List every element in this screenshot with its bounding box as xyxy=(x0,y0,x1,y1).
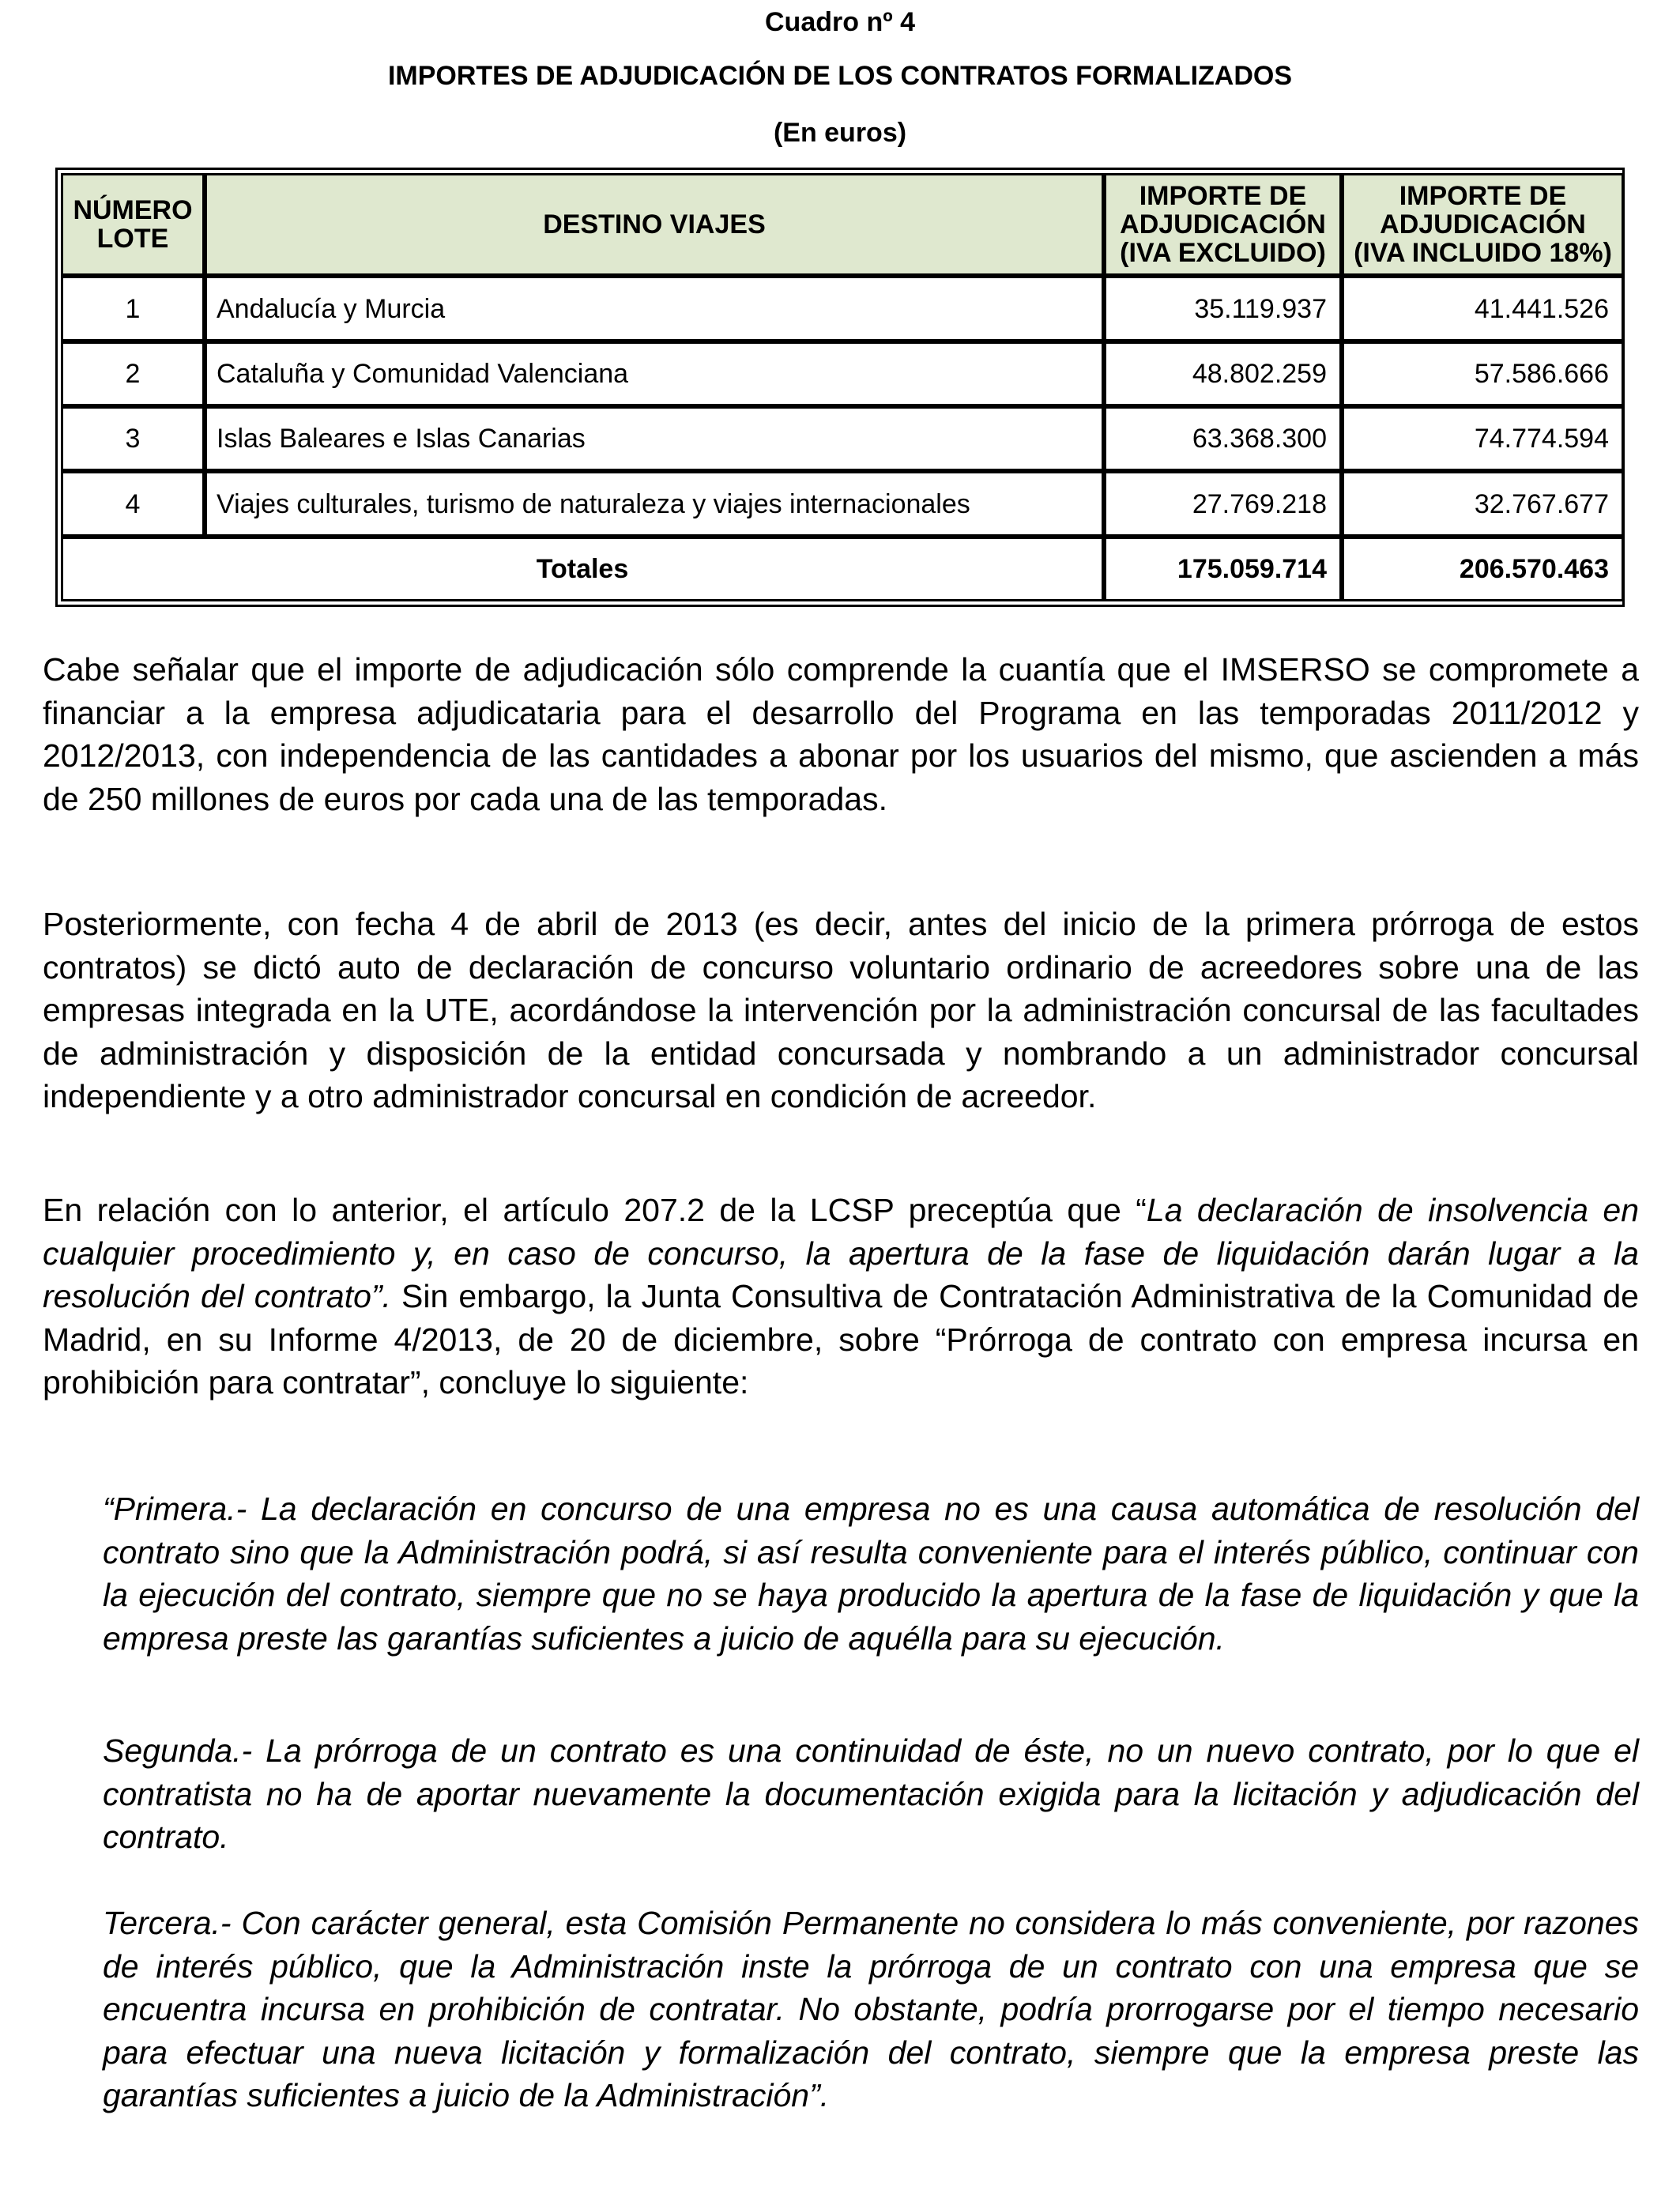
col-header-iva-incluido: IMPORTE DE ADJUDICACIÓN (IVA INCLUIDO 18%) xyxy=(1342,173,1624,276)
table-row xyxy=(61,471,1624,536)
quote-segunda: Segunda.- La prórroga de un contrato es una continuidad de éste, no un nuevo contrato, por lo que el contratista no ha de aportar nuevamente la documentación exigida para la licitación y adjudicación del contrato. xyxy=(103,1732,1639,1855)
totals-label: Totales xyxy=(61,537,1104,601)
paragraph-importe: Cabe señalar que el importe de adjudicación sólo comprende la cuantía que el IMSERSO se compromete a financiar a la empresa adjudicataria para el desarrollo del Programa en las temporadas 2011/2012 y 2012/2013, con independencia de las cantidades a abonar por los usuarios del mismo, que ascienden a más de 250 millones de euros por cada una de las temporadas. xyxy=(43,651,1639,817)
table-caption-unit: (En euros) xyxy=(773,118,907,148)
table-totals-row xyxy=(61,537,1624,601)
cell-lote: 4 xyxy=(61,471,205,536)
cell-lote: 3 xyxy=(61,406,205,471)
table-caption-number: Cuadro nº 4 xyxy=(765,7,915,37)
cell-destino: Andalucía y Murcia xyxy=(205,276,1104,341)
cell-lote: 2 xyxy=(61,341,205,406)
table-row xyxy=(61,406,1624,471)
paragraph-concurso: Posteriormente, con fecha 4 de abril de 2013 (es decir, antes del inicio de la primera prórroga de estos contratos) se dictó auto de declaración de concurso voluntario ordinario de acreedores sobre una de las empresas integrada en la UTE, acordándose la intervención por la administración concursal de las facultades de administración y disposición de la entidad concursada y nombrando a un administrador concursal independiente y a otro administrador concursal en condición de acreedor. xyxy=(43,906,1639,1114)
cell-lote: 1 xyxy=(61,276,205,341)
cell-iva-excluido: 35.119.937 xyxy=(1104,276,1342,341)
table-header-row xyxy=(61,173,1624,276)
cell-iva-excluido: 27.769.218 xyxy=(1104,471,1342,536)
cell-destino: Cataluña y Comunidad Valenciana xyxy=(205,341,1104,406)
award-amounts-table xyxy=(55,168,1625,607)
cell-iva-incluido: 41.441.526 xyxy=(1342,276,1624,341)
table-row xyxy=(61,341,1624,406)
table-row xyxy=(61,276,1624,341)
table-caption-title: IMPORTES DE ADJUDICACIÓN DE LOS CONTRATOS FORMALIZADOS xyxy=(387,61,1293,91)
cell-iva-incluido: 74.774.594 xyxy=(1342,406,1624,471)
paragraph-lcsp-rest: Sin embargo, la Junta Consultiva de Contratación Administrativa de la Comunidad de Madrid, en su Informe 4/2013, de 20 de diciembre, sobre “Prórroga de contrato con empresa incursa en prohibición para contratar”, concluye lo siguiente: xyxy=(43,1278,1639,1400)
col-header-destino: DESTINO VIAJES xyxy=(205,173,1104,276)
cell-iva-incluido: 57.586.666 xyxy=(1342,341,1624,406)
total-iva-incluido: 206.570.463 xyxy=(1342,537,1624,601)
paragraph-lcsp xyxy=(43,1189,1639,1404)
col-header-iva-excluido: IMPORTE DE ADJUDICACIÓN (IVA EXCLUIDO) xyxy=(1104,173,1342,276)
cell-iva-incluido: 32.767.677 xyxy=(1342,471,1624,536)
total-iva-excluido: 175.059.714 xyxy=(1104,537,1342,601)
paragraph-lcsp-quote: La declaración de insolvencia en cualquier procedimiento y, en caso de concurso, la apertura de la fase de liquidación darán lugar a la resolución del contrato”. xyxy=(43,1192,1639,1314)
cell-iva-excluido: 48.802.259 xyxy=(1104,341,1342,406)
quote-tercera: Tercera.- Con carácter general, esta Comisión Permanente no considera lo más conveniente, por razones de interés público, que la Administración inste la prórroga de un contrato con una empresa que se encuentra incursa en prohibición de contratar. No obstante, podría prorrogarse por el tiempo necesario para efectuar una nueva licitación y formalización del contrato, siempre que la empresa preste las garantías suficientes a juicio de la Administración”. xyxy=(103,1905,1639,2113)
cell-destino: Islas Baleares e Islas Canarias xyxy=(205,406,1104,471)
col-header-lote: NÚMERO LOTE xyxy=(61,173,205,276)
cell-destino: Viajes culturales, turismo de naturaleza y viajes internacionales xyxy=(205,471,1104,536)
quote-primera: “Primera.- La declaración en concurso de una empresa no es una causa automática de resolución del contrato sino que la Administración podrá, si así resulta conveniente para el interés público, continuar con la ejecución del contrato, siempre que no se haya producido la apertura de la fase de liquidación y que la empresa preste las garantías suficientes a juicio de aquélla para su ejecución. xyxy=(103,1491,1639,1657)
paragraph-lcsp-intro: En relación con lo anterior, el artículo 207.2 de la LCSP preceptúa que “ xyxy=(43,1192,1147,1228)
cell-iva-excluido: 63.368.300 xyxy=(1104,406,1342,471)
